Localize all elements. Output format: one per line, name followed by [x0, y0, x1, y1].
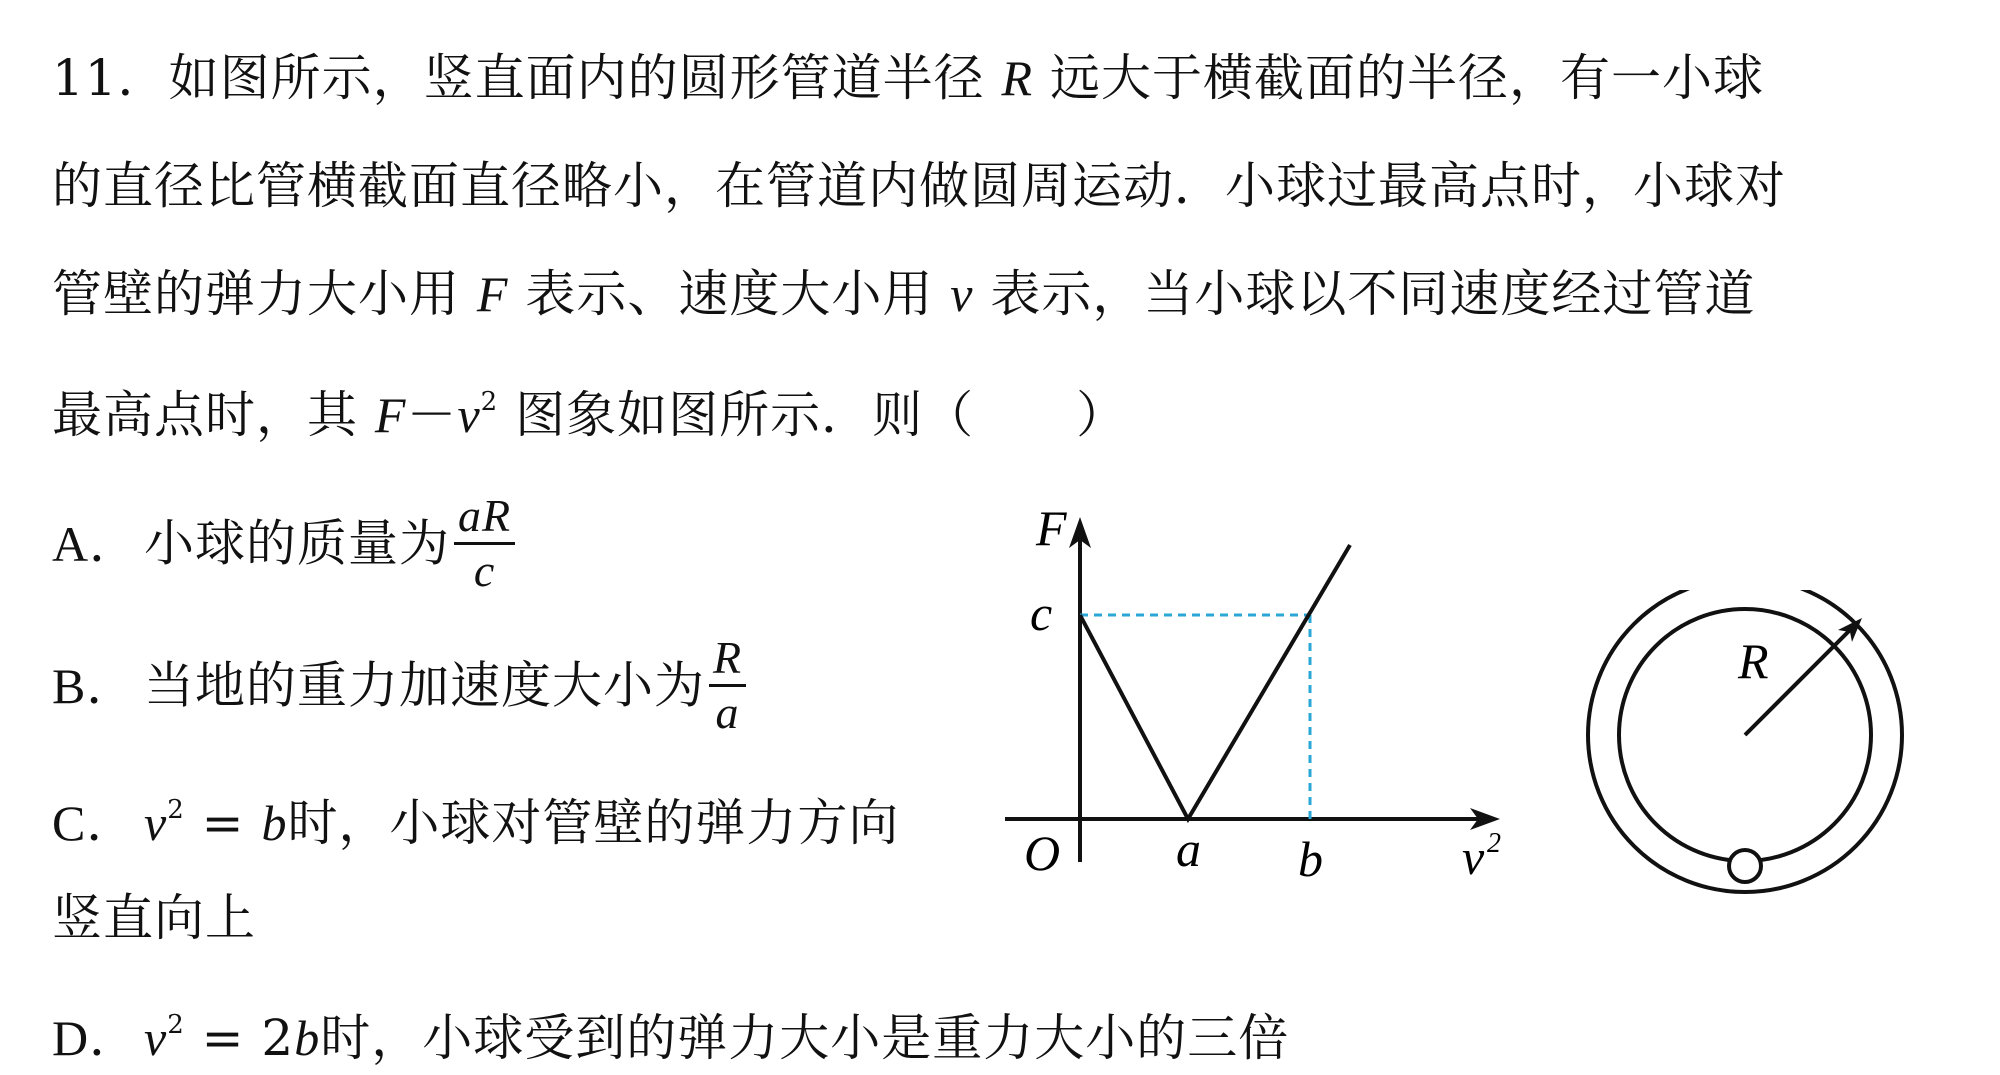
option-d-text: 时，小球受到的弹力大小是重力大小的三倍 — [320, 1009, 1290, 1067]
question-line-2: 的直径比管横截面直径略小，在管道内做圆周运动．小球过最高点时，小球对 — [52, 157, 1786, 215]
small-ball — [1729, 850, 1761, 882]
x-axis-label: v — [1462, 829, 1485, 885]
y-axis-label: F — [1036, 500, 1067, 556]
question-line-4: 最高点时，其 $F-v^2$ 图象如图所示．则（ ） — [52, 386, 1128, 444]
b-label: b — [1298, 831, 1323, 887]
x-axis-label-sup: 2 — [1487, 828, 1501, 859]
c-label: c — [1030, 585, 1053, 641]
a-label: a — [1176, 821, 1201, 877]
question-number: 11． — [52, 49, 169, 107]
option-b-fraction: $\frac{R}{a}$ — [709, 632, 746, 739]
option-a-fraction: $\frac{aR}{c}$ — [454, 490, 515, 597]
option-c[interactable]: C． $v^2 = b$时，小球对管壁的弹力方向 — [52, 794, 900, 852]
question-line-1: 11．如图所示，竖直面内的圆形管道半径 R 远大于横截面的半径，有一小球 — [52, 49, 1764, 107]
option-c-text: 时，小球对管壁的弹力方向 — [287, 794, 900, 852]
radius-label: R — [1738, 633, 1769, 689]
option-b-letter: B． — [52, 657, 138, 714]
question-line-3: 管壁的弹力大小用 F 表示、速度大小用 v 表示，当小球以不同速度经过管道 — [52, 265, 1756, 323]
option-c-continued: 竖直向上 — [52, 889, 256, 947]
option-d[interactable]: D．$v^2 = 2b$时，小球受到的弹力大小是重力大小的三倍 — [52, 1009, 1290, 1067]
radius-symbol: R — [1001, 50, 1034, 106]
pipe-ring-diagram — [1570, 590, 1930, 910]
option-a-letter: A． — [52, 515, 141, 572]
option-c-letter: C． — [52, 795, 138, 851]
f-v2-curve — [1080, 545, 1350, 819]
option-b-text: 当地的重力加速度大小为 — [144, 656, 705, 715]
option-a-text: 小球的质量为 — [144, 514, 450, 573]
origin-label: O — [1024, 825, 1061, 881]
option-d-letter: D． — [52, 1010, 141, 1066]
